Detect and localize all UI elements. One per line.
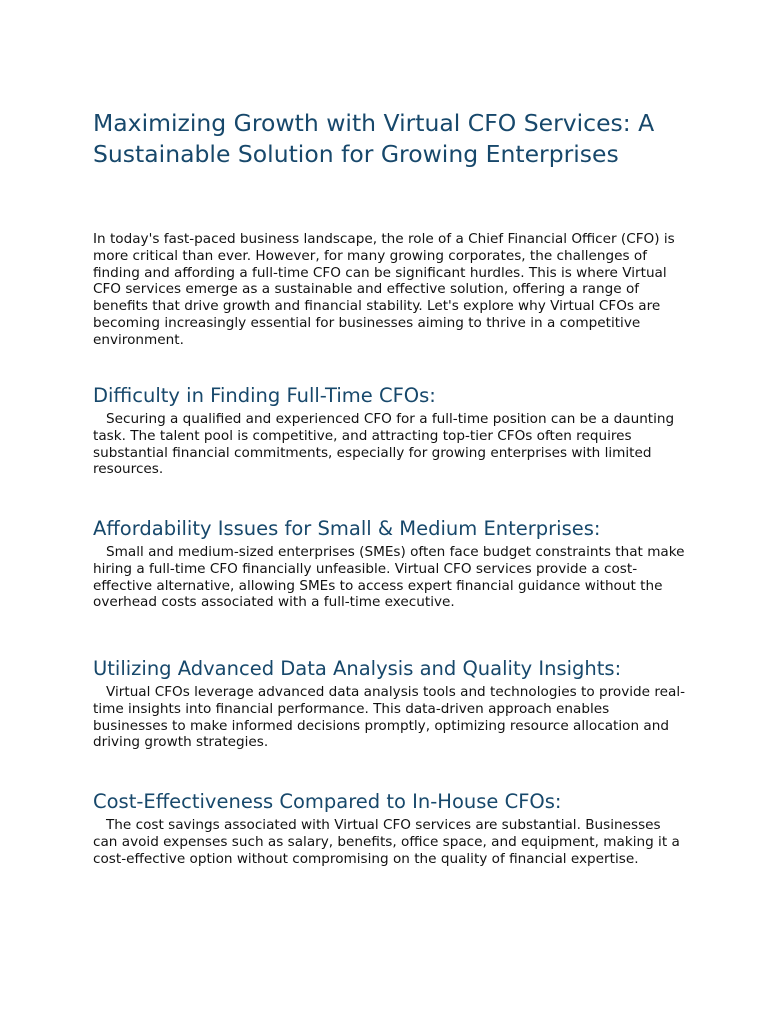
section-body: Securing a qualified and experienced CFO for a full-time position can be a daunting task. The talent pool is competitive, and attracting top-tier CFOs often requires substantial financial commitments, especially for growing enterprises with limited resources. [93, 411, 675, 478]
section-heading: Cost-Effectiveness Compared to In-House CFOs: [93, 790, 562, 813]
section-difficulty-finding-cfos [93, 384, 685, 478]
section-body: Virtual CFOs leverage advanced data analysis tools and technologies to provide real-time insights into financial performance. This data-driven approach enables businesses to make informed decisions promptly, optimizing resource allocation and driving growth strategies. [93, 684, 685, 751]
document-title: Maximizing Growth with Virtual CFO Services: A Sustainable Solution for Growing Enterprises [93, 109, 655, 168]
section-heading: Difficulty in Finding Full-Time CFOs: [93, 384, 436, 407]
section-data-analysis [93, 657, 685, 751]
section-heading: Utilizing Advanced Data Analysis and Quality Insights: [93, 657, 622, 680]
section-body: Small and medium-sized enterprises (SMEs) often face budget constraints that make hiring a full-time CFO financially unfeasible. Virtual CFO services provide a cost-effective alternative, allowing SMEs to access expert financial guidance without the overhead costs associated with a full-time executive. [93, 544, 685, 611]
section-heading: Affordability Issues for Small & Medium Enterprises: [93, 517, 601, 540]
intro-paragraph: In today's fast-paced business landscape, the role of a Chief Financial Officer (CFO) is more critical than ever. However, for many growing corporates, the challenges of finding and affording a full-time CFO can be significant hurdles. This is where Virtual CFO services emerge as a sustainable and effective solution, offering a range of benefits that drive growth and financial stability. Let's explore why Virtual CFOs are becoming increasingly essential for businesses aiming to thrive in a competitive environment. [93, 231, 675, 348]
intro-block [93, 231, 685, 349]
section-cost-effectiveness [93, 790, 685, 867]
section-body: The cost savings associated with Virtual CFO services are substantial. Businesses can avoid expenses such as salary, benefits, office space, and equipment, making it a cost-effective option without compromising on the quality of financial expertise. [93, 817, 680, 867]
section-affordability-smes [93, 517, 685, 611]
